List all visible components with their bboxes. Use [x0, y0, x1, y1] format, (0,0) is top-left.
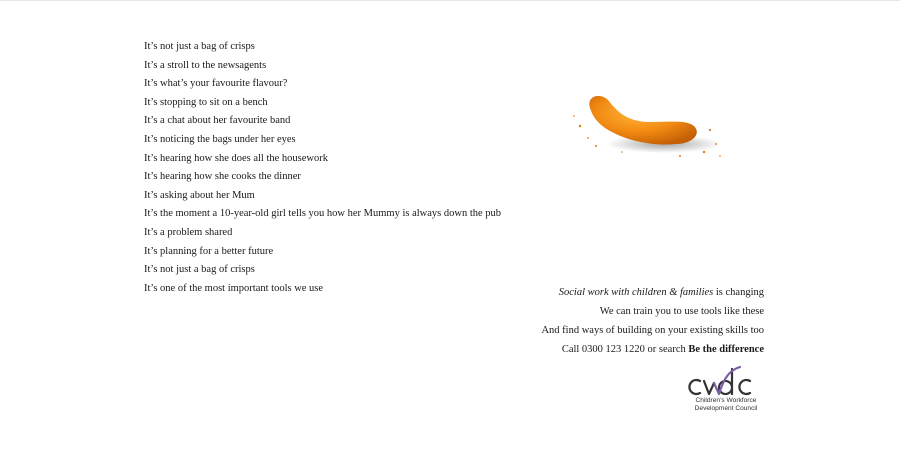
poem-line: It’s the moment a 10-year-old girl tells you how her Mummy is always down the pub: [144, 208, 502, 220]
campaign-message: [541, 283, 764, 359]
poem-line: It’s not just a bag of crisps: [144, 264, 255, 276]
poem-line: It’s one of the most important tools we use: [144, 282, 324, 294]
poem-line: It’s what’s your favourite flavour?: [144, 78, 288, 90]
cwdc-logo: [688, 363, 764, 419]
poem-line: It’s hearing how she cooks the dinner: [144, 171, 301, 183]
poem-line: It’s asking about her Mum: [144, 189, 255, 201]
message-line-3: And find ways of building on your existing skills too: [541, 325, 764, 336]
poem-line: It’s not just a bag of crisps: [144, 41, 255, 52]
poem-line: It’s planning for a better future: [144, 245, 274, 257]
poem-line: It’s a stroll to the newsagents: [144, 59, 267, 71]
cheese-puff-crisp-icon: [560, 86, 730, 166]
poem-line: It’s stopping to sit on a bench: [144, 96, 268, 108]
poem-line: It’s noticing the bags under her eyes: [144, 133, 296, 145]
poem-text: [144, 38, 501, 298]
message-line-1: Social work with children & families is changing: [558, 287, 764, 298]
logo-caption: Children’s Workforce Development Council: [694, 397, 758, 412]
message-line-4: Call 0300 123 1220 or search Be the difference: [561, 344, 764, 355]
poem-line: It’s hearing how she does all the housework: [144, 152, 329, 164]
cwdc-wordmark-icon: [688, 363, 764, 399]
message-line-2: We can train you to use tools like these: [599, 306, 764, 317]
poem-line: It’s a chat about her favourite band: [144, 115, 291, 127]
poem-line: It’s a problem shared: [144, 226, 233, 238]
